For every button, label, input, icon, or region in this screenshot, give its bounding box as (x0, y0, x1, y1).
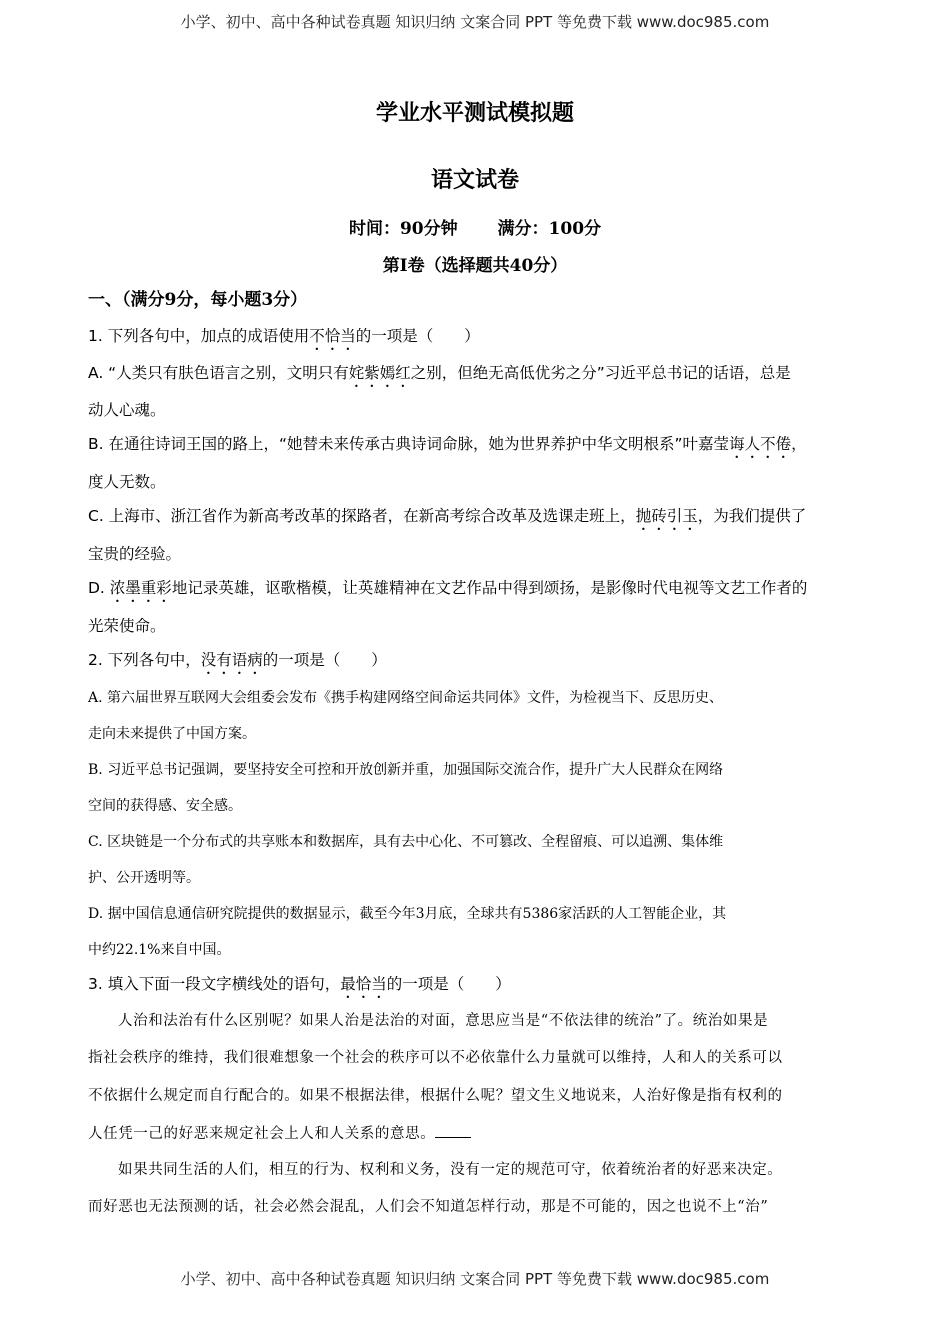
passage-line: 而好恶也无法预测的话，社会必然会混乱，人们会不知道怎样行动，那是不可能的，因之也说不上“治” (88, 1199, 769, 1215)
exam-subtitle: 语文试卷 (430, 167, 519, 193)
text: 3. 填入下面一段文字横线处的语句， (88, 975, 341, 993)
text: C. 上海市、浙江省作为新高考改革的探路者，在新高考综合改革及选课走班上， (88, 507, 636, 525)
q2-option-b: B. 习近平总书记强调，要坚持安全可控和开放创新并重，加强国际交流合作，提升广大人民群众在网络 (88, 762, 724, 778)
passage-line: 指社会秩序的维持，我们很难想象一个社会的秩序可以不必依靠什么力量就可以维持，人和人的关系可以 (88, 1050, 783, 1066)
q2-option-d-cont: 中约22.1%来自中国。 (88, 942, 231, 958)
text: B. 在通往诗词王国的路上，“她替未来传承古典诗词命脉，她为世界养护中华文明根系”叶嘉莹 (88, 435, 730, 453)
q1-option-d-cont: 光荣使命。 (88, 617, 166, 635)
emphasis-text: 姹紫嫣红 (348, 364, 411, 382)
passage-line: 如果共同生活的人们，相互的行为、权利和义务，没有一定的规范可守，依着统治者的好恶来决定。 (118, 1162, 783, 1178)
q1-option-b-cont: 度人无数。 (88, 473, 166, 491)
passage-line: 人治和法治有什么区别呢？如果人治是法治的对面，意思应当是“不依法律的统治”了。统治如果是 (118, 1013, 769, 1029)
emphasis-text: 抛砖引玉 (635, 507, 698, 525)
q1-stem (88, 325, 480, 354)
text: 人任凭一己的好恶来规定社会上人和人关系的意思。 (88, 1126, 436, 1142)
q1-option-a-cont: 动人心魂。 (88, 401, 166, 419)
text: ， (791, 435, 807, 453)
q2-stem (88, 649, 387, 678)
emphasis-text: 不恰当 (309, 327, 356, 345)
q2-option-d: D. 据中国信息通信研究院提供的数据显示，截至今年3月底，全球共有5386家活跃的人工智能企业，其 (88, 906, 727, 922)
page-footer: 小学、初中、高中各种试卷真题 知识归纳 文案合同 PPT 等免费下载 www.doc985.com (180, 1270, 770, 1288)
q2-option-a-cont: 走向未来提供了中国方案。 (88, 726, 256, 742)
emphasis-text: 没有语病 (200, 651, 263, 669)
q2-option-c: C. 区块链是一个分布式的共享账本和数据库，具有去中心化、不可篡改、全程留痕、可以追溯、集体维 (88, 834, 724, 850)
text: D. (88, 579, 110, 597)
passage-line (88, 1123, 471, 1145)
passage-line: 不依据什么规定而自行配合的。如果不根据法律，根据什么呢？望文生义地说来，人治好像是指有权利的 (88, 1088, 783, 1104)
emphasis-text: 诲人不倦 (729, 435, 792, 453)
text: 1. 下列各句中，加点的成语使用 (88, 327, 310, 345)
time-score: 时间：90分钟 满分：100分 (348, 219, 602, 239)
fill-in-blank (435, 1123, 471, 1138)
text: A. “人类只有肤色语言之别，文明只有 (88, 364, 349, 382)
page-header: 小学、初中、高中各种试卷真题 知识归纳 文案合同 PPT 等免费下载 www.doc985.com (180, 13, 770, 31)
q1-option-c-cont: 宝贵的经验。 (88, 545, 182, 563)
text: 的一项是（ ） (355, 327, 480, 345)
text: ，为我们提供了 (697, 507, 807, 525)
text: 之别，但绝无高低优劣之分”习近平总书记的话语，总是 (410, 364, 791, 382)
text: 2. 下列各句中， (88, 651, 201, 669)
q2-option-c-cont: 护、公开透明等。 (88, 870, 200, 886)
emphasis-text: 最恰当 (340, 975, 387, 993)
q1-option-b (88, 433, 807, 462)
text: 地记录英雄，讴歌楷模，让英雄精神在文艺作品中得到颂扬，是影像时代电视等文艺工作者的 (171, 579, 808, 597)
q1-option-c (88, 505, 806, 534)
q2-option-a: A. 第六届世界互联网大会组委会发布《携手构建网络空间命运共同体》文件，为检视当下、反思历史、 (88, 690, 724, 706)
text: 的一项是（ ） (386, 975, 511, 993)
exam-title: 学业水平测试模拟题 (375, 100, 574, 126)
part-heading: 第Ⅰ卷（选择题共40分） (382, 256, 568, 276)
text: 的一项是（ ） (262, 651, 387, 669)
q3-stem (88, 973, 511, 1002)
q1-option-d (88, 577, 807, 606)
emphasis-text: 浓墨重彩 (109, 579, 172, 597)
q1-option-a (88, 362, 791, 391)
section-heading: 一、（满分9分，每小题3分） (88, 290, 308, 310)
q2-option-b-cont: 空间的获得感、安全感。 (88, 798, 242, 814)
